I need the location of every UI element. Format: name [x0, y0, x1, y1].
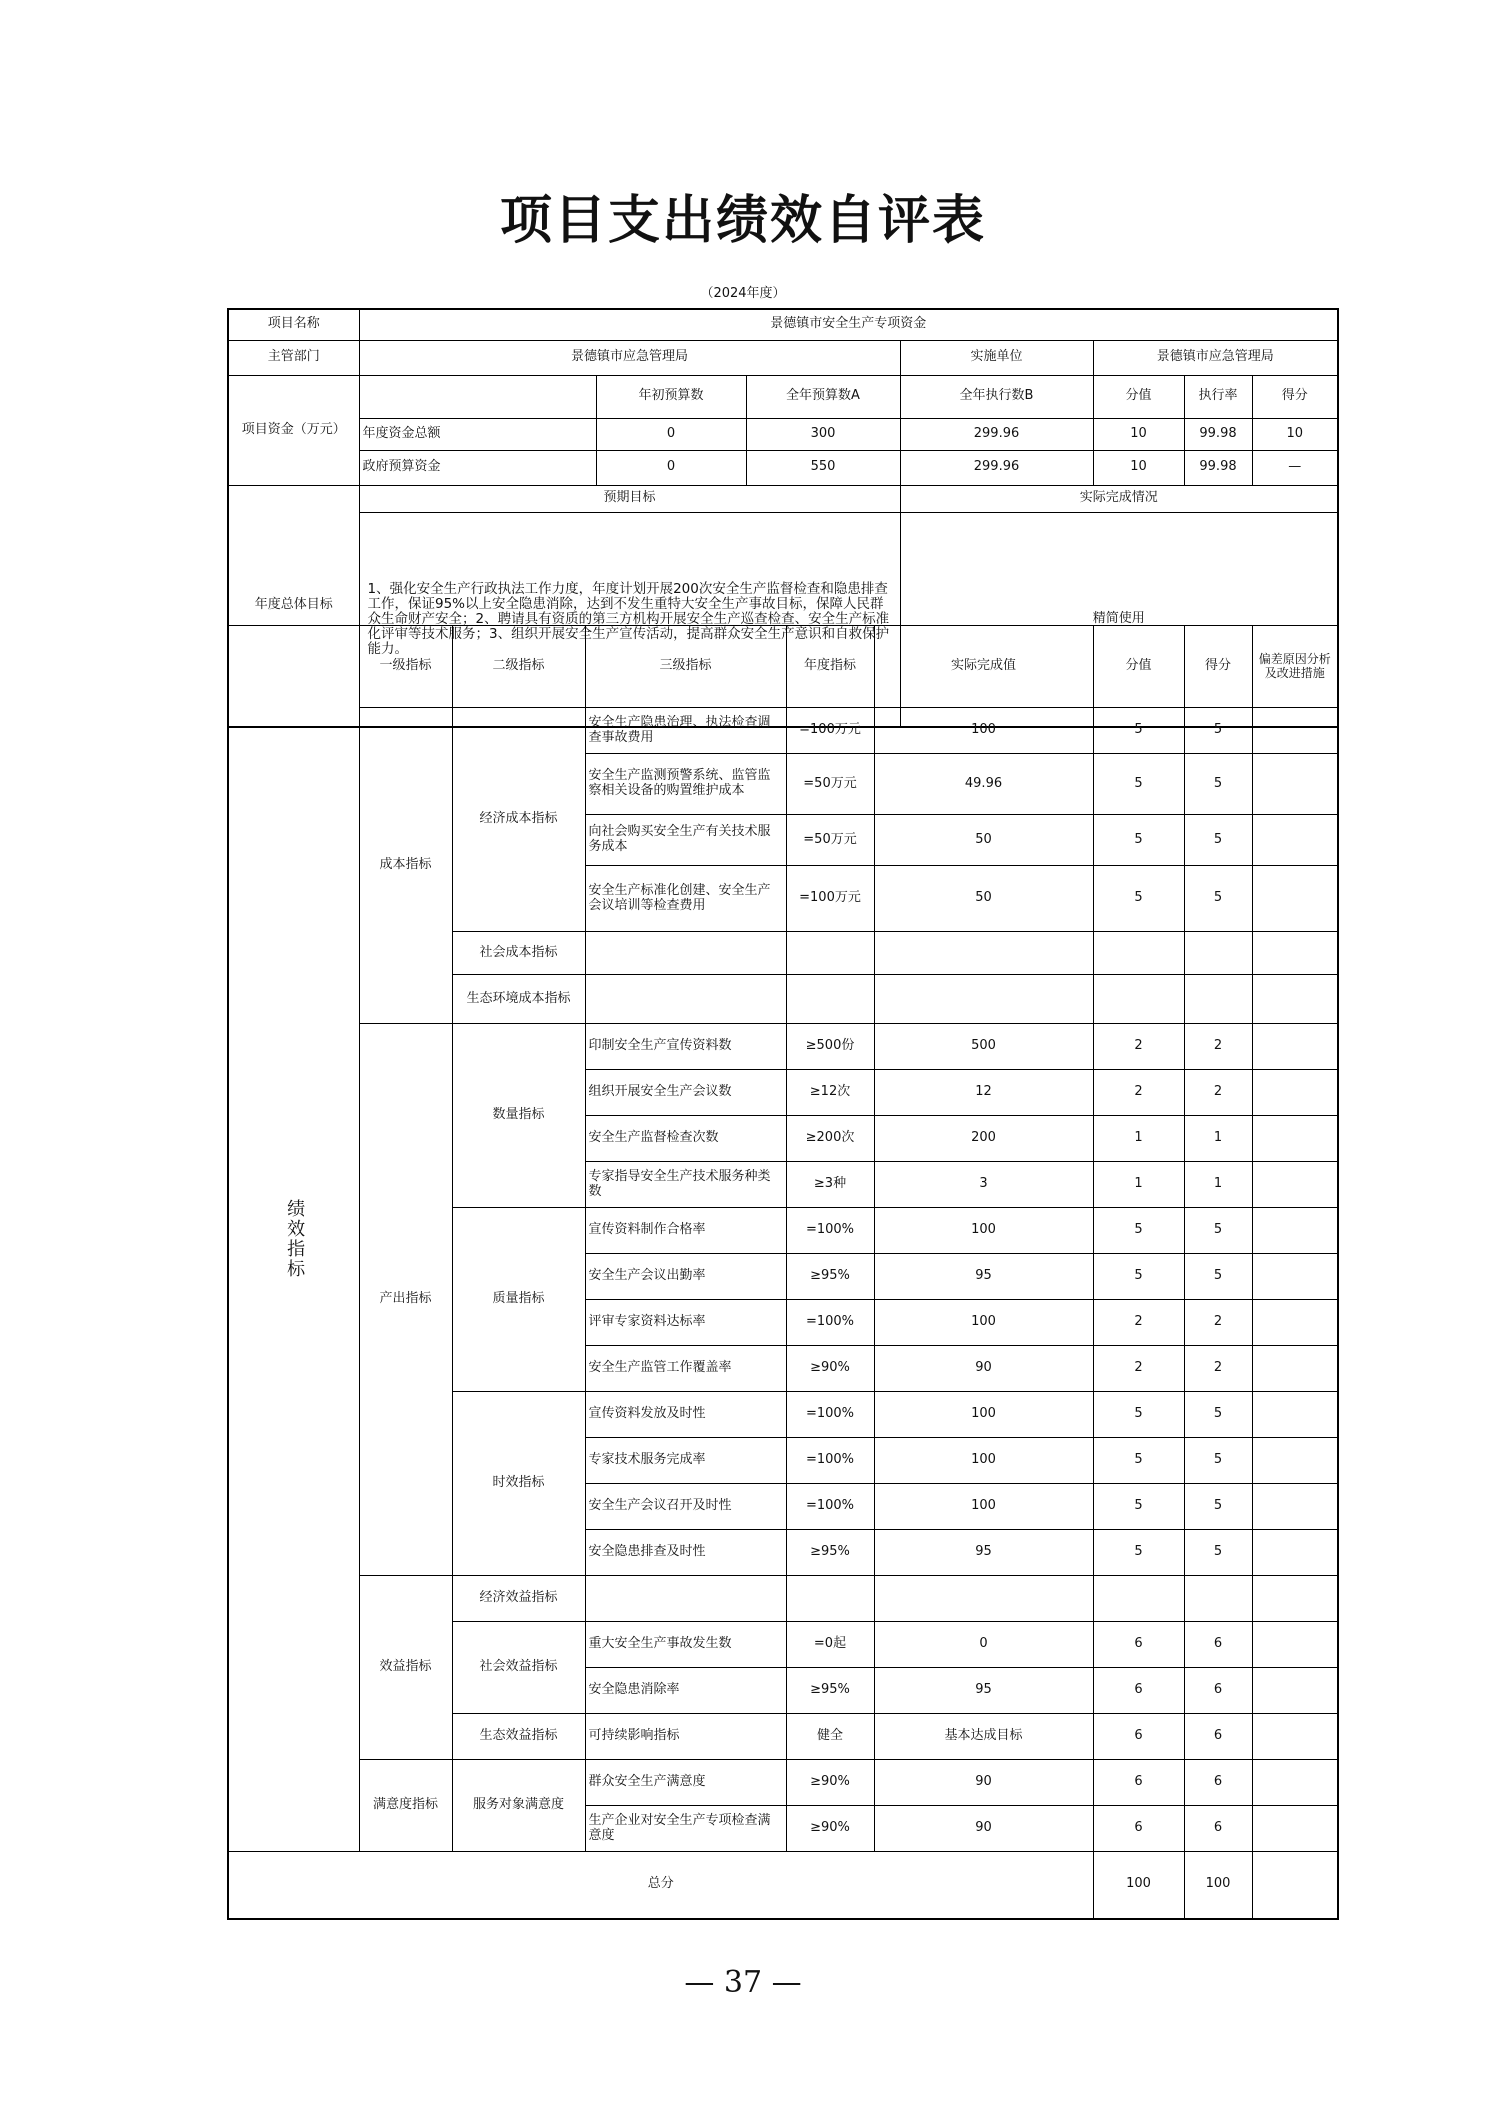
- got-score: 6: [1184, 1760, 1252, 1806]
- deviation-note: [1252, 932, 1338, 975]
- score-value: 2: [1093, 1300, 1184, 1346]
- funds-row-name: 年度资金总额: [359, 418, 596, 450]
- indicators-label: 绩效指标: [284, 1198, 306, 1279]
- indicator-header: 一级指标: [359, 626, 452, 708]
- deviation-note: [1252, 1346, 1338, 1392]
- got-score: 5: [1184, 1392, 1252, 1438]
- level3-indicator: 安全生产会议召开及时性: [585, 1484, 786, 1530]
- level2-indicator: 经济成本指标: [452, 708, 585, 932]
- actual-value: [874, 975, 1093, 1024]
- deviation-note: [1252, 1438, 1338, 1484]
- annual-target: =100%: [786, 1392, 874, 1438]
- dept-value: 景德镇市应急管理局: [359, 340, 900, 375]
- actual-value: 3: [874, 1162, 1093, 1208]
- score-value: 1: [1093, 1162, 1184, 1208]
- indicator-header: 三级指标: [585, 626, 786, 708]
- level3-indicator: 宣传资料制作合格率: [585, 1208, 786, 1254]
- indicator-header: 二级指标: [452, 626, 585, 708]
- got-score: 1: [1184, 1162, 1252, 1208]
- got-score: 5: [1184, 754, 1252, 815]
- got-score: 2: [1184, 1024, 1252, 1070]
- score-value: 5: [1093, 708, 1184, 754]
- level2-indicator: 经济效益指标: [452, 1576, 585, 1622]
- got-score: 1: [1184, 1116, 1252, 1162]
- annual-target: ≥12次: [786, 1070, 874, 1116]
- got-score: 5: [1184, 1484, 1252, 1530]
- deviation-note: [1252, 1576, 1338, 1622]
- got-score: 5: [1184, 1208, 1252, 1254]
- score-value: 2: [1093, 1024, 1184, 1070]
- score-value: 5: [1093, 1484, 1184, 1530]
- actual-completion-header: 实际完成情况: [900, 485, 1338, 512]
- deviation-note: [1252, 1070, 1338, 1116]
- indicator-header: 实际完成值: [874, 626, 1093, 708]
- deviation-note: [1252, 1622, 1338, 1668]
- impl-label: 实施单位: [900, 340, 1093, 375]
- annual-target: =100%: [786, 1484, 874, 1530]
- actual-value: 100: [874, 1438, 1093, 1484]
- got-score: 5: [1184, 1530, 1252, 1576]
- total-score: 100: [1093, 1852, 1184, 1919]
- deviation-note: [1252, 1254, 1338, 1300]
- got-score: 5: [1184, 866, 1252, 932]
- level3-indicator: 生产企业对安全生产专项检查满意度: [585, 1806, 786, 1852]
- actual-value: 0: [874, 1622, 1093, 1668]
- level3-indicator: 评审专家资料达标率: [585, 1300, 786, 1346]
- annual-target: 健全: [786, 1714, 874, 1760]
- funds-initial: 0: [596, 418, 746, 450]
- funds-header: 分值: [1093, 375, 1184, 418]
- funds-got: 10: [1252, 418, 1338, 450]
- score-value: 6: [1093, 1714, 1184, 1760]
- year-subtitle: （2024年度）: [700, 286, 786, 301]
- level2-indicator: 生态环境成本指标: [452, 975, 585, 1024]
- score-value: 5: [1093, 1208, 1184, 1254]
- got-score: 2: [1184, 1300, 1252, 1346]
- level3-indicator: 安全生产标准化创建、安全生产会议培训等检查费用: [585, 866, 786, 932]
- deviation-note: [1252, 866, 1338, 932]
- got-score: [1184, 975, 1252, 1024]
- level2-indicator: 时效指标: [452, 1392, 585, 1576]
- level3-indicator: 安全生产隐患治理、执法检查调查事故费用: [585, 708, 786, 754]
- performance-indicators-table: [227, 625, 1339, 1920]
- annual-target: =0起: [786, 1622, 874, 1668]
- level3-indicator: 安全生产会议出勤率: [585, 1254, 786, 1300]
- actual-value: 95: [874, 1530, 1093, 1576]
- score-value: [1093, 1576, 1184, 1622]
- level3-indicator: 专家指导安全生产技术服务种类数: [585, 1162, 786, 1208]
- score-value: [1093, 932, 1184, 975]
- actual-value: 90: [874, 1346, 1093, 1392]
- actual-value: 100: [874, 1392, 1093, 1438]
- actual-value: 49.96: [874, 754, 1093, 815]
- score-value: 2: [1093, 1346, 1184, 1392]
- level1-indicator: 成本指标: [359, 708, 452, 1024]
- annual-target: ≥90%: [786, 1806, 874, 1852]
- actual-value: 100: [874, 708, 1093, 754]
- actual-value: 50: [874, 866, 1093, 932]
- score-value: 5: [1093, 1438, 1184, 1484]
- got-score: 2: [1184, 1070, 1252, 1116]
- got-score: 5: [1184, 708, 1252, 754]
- indicator-row: [228, 708, 1338, 754]
- funds-header: 得分: [1252, 375, 1338, 418]
- actual-completion-text: 精简使用: [900, 512, 1338, 727]
- funds-header: 全年执行数B: [900, 375, 1093, 418]
- level3-indicator: 可持续影响指标: [585, 1714, 786, 1760]
- level1-indicator: 满意度指标: [359, 1760, 452, 1852]
- annual-target: ≥95%: [786, 1668, 874, 1714]
- deviation-note: [1252, 1760, 1338, 1806]
- deviation-note: [1252, 1208, 1338, 1254]
- level3-indicator: 安全生产监测预警系统、监管监察相关设备的购置维护成本: [585, 754, 786, 815]
- actual-value: 50: [874, 815, 1093, 866]
- indicator-header: 分值: [1093, 626, 1184, 708]
- funds-row-name: 政府预算资金: [359, 450, 596, 485]
- funds-header-blank: [359, 375, 596, 418]
- level2-indicator: 社会成本指标: [452, 932, 585, 975]
- actual-value: 95: [874, 1668, 1093, 1714]
- project-name-label: 项目名称: [228, 309, 359, 340]
- actual-value: 200: [874, 1116, 1093, 1162]
- level3-indicator: 宣传资料发放及时性: [585, 1392, 786, 1438]
- deviation-note: [1252, 1116, 1338, 1162]
- actual-value: [874, 1576, 1093, 1622]
- funds-score: 10: [1093, 450, 1184, 485]
- score-value: 6: [1093, 1806, 1184, 1852]
- got-score: 6: [1184, 1668, 1252, 1714]
- level3-indicator: 群众安全生产满意度: [585, 1760, 786, 1806]
- annual-target: =100%: [786, 1438, 874, 1484]
- level3-indicator: 安全隐患消除率: [585, 1668, 786, 1714]
- deviation-note: [1252, 975, 1338, 1024]
- level3-indicator: 印制安全生产宣传资料数: [585, 1024, 786, 1070]
- score-value: 6: [1093, 1622, 1184, 1668]
- annual-target: =100%: [786, 1300, 874, 1346]
- funds-annual: 300: [746, 418, 900, 450]
- got-score: 5: [1184, 1254, 1252, 1300]
- annual-target: =100万元: [786, 708, 874, 754]
- funds-row: [228, 418, 1338, 450]
- actual-value: 12: [874, 1070, 1093, 1116]
- funds-got: —: [1252, 450, 1338, 485]
- annual-target: [786, 975, 874, 1024]
- annual-target: =50万元: [786, 754, 874, 815]
- score-value: 5: [1093, 1392, 1184, 1438]
- page-title: 项目支出绩效自评表: [499, 191, 986, 251]
- got-score: 5: [1184, 815, 1252, 866]
- score-value: 5: [1093, 754, 1184, 815]
- annual-target: ≥3种: [786, 1162, 874, 1208]
- level3-indicator: 重大安全生产事故发生数: [585, 1622, 786, 1668]
- actual-value: 基本达成目标: [874, 1714, 1093, 1760]
- deviation-note: [1252, 708, 1338, 754]
- got-score: [1184, 1576, 1252, 1622]
- funds-rate: 99.98: [1184, 418, 1252, 450]
- deviation-note: [1252, 1300, 1338, 1346]
- score-value: 5: [1093, 866, 1184, 932]
- impl-value: 景德镇市应急管理局: [1093, 340, 1338, 375]
- deviation-note: [1252, 1024, 1338, 1070]
- actual-value: 90: [874, 1760, 1093, 1806]
- level3-indicator: 组织开展安全生产会议数: [585, 1070, 786, 1116]
- score-value: 6: [1093, 1760, 1184, 1806]
- level2-indicator: 质量指标: [452, 1208, 585, 1392]
- deviation-note: [1252, 1530, 1338, 1576]
- annual-target: =50万元: [786, 815, 874, 866]
- level3-indicator: 向社会购买安全生产有关技术服务成本: [585, 815, 786, 866]
- score-value: 6: [1093, 1668, 1184, 1714]
- score-value: 5: [1093, 1254, 1184, 1300]
- level3-indicator: 专家技术服务完成率: [585, 1438, 786, 1484]
- got-score: 6: [1184, 1714, 1252, 1760]
- got-score: 2: [1184, 1346, 1252, 1392]
- indicator-header: 年度指标: [786, 626, 874, 708]
- score-value: 5: [1093, 1530, 1184, 1576]
- funds-header: 年初预算数: [596, 375, 746, 418]
- annual-target: [786, 1576, 874, 1622]
- got-score: 5: [1184, 1438, 1252, 1484]
- indicators-label-cell: [228, 626, 359, 1852]
- funds-rate: 99.98: [1184, 450, 1252, 485]
- annual-target: ≥90%: [786, 1346, 874, 1392]
- level2-indicator: 数量指标: [452, 1024, 585, 1208]
- deviation-note: [1252, 1484, 1338, 1530]
- deviation-note: [1252, 1714, 1338, 1760]
- annual-target: ≥500份: [786, 1024, 874, 1070]
- indicator-header: 偏差原因分析及改进措施: [1252, 626, 1338, 708]
- expected-goals-header: 预期目标: [359, 485, 900, 512]
- annual-target: ≥95%: [786, 1530, 874, 1576]
- got-score: 6: [1184, 1622, 1252, 1668]
- deviation-note: [1252, 754, 1338, 815]
- dept-label: 主管部门: [228, 340, 359, 375]
- level3-indicator: [585, 975, 786, 1024]
- deviation-note: [1252, 1392, 1338, 1438]
- funds-header: 执行率: [1184, 375, 1252, 418]
- score-value: [1093, 975, 1184, 1024]
- funds-executed: 299.96: [900, 418, 1093, 450]
- expected-goals-text: 1、强化安全生产行政执法工作力度，年度计划开展200次安全生产监督检查和隐患排查工作，保证95%以上安全隐患消除，达到不发生重特大安全生产事故目标，保障人民群众生命财产安全；2、聘请具有资质的第三方机构开展安全生产巡查检查、安全生产标准化评审等技术服务；3、组织开展安全生产宣传活动，提高群众安全生产意识和自救保护能力。: [359, 512, 900, 727]
- actual-value: 100: [874, 1300, 1093, 1346]
- funds-label: 项目资金（万元）: [228, 375, 359, 485]
- got-score: [1184, 932, 1252, 975]
- funds-row: [228, 450, 1338, 485]
- level3-indicator: [585, 932, 786, 975]
- level2-indicator: 生态效益指标: [452, 1714, 585, 1760]
- deviation-note: [1252, 1668, 1338, 1714]
- annual-target: ≥200次: [786, 1116, 874, 1162]
- indicator-row: [228, 1024, 1338, 1070]
- level3-indicator: 安全生产监管工作覆盖率: [585, 1346, 786, 1392]
- score-value: 1: [1093, 1116, 1184, 1162]
- level3-indicator: [585, 1576, 786, 1622]
- got-score: 6: [1184, 1806, 1252, 1852]
- actual-value: 95: [874, 1254, 1093, 1300]
- annual-target: =100%: [786, 1208, 874, 1254]
- funds-header: 全年预算数A: [746, 375, 900, 418]
- funds-score: 10: [1093, 418, 1184, 450]
- indicator-row: [228, 1576, 1338, 1622]
- actual-value: [874, 932, 1093, 975]
- score-value: 5: [1093, 815, 1184, 866]
- actual-value: 500: [874, 1024, 1093, 1070]
- level3-indicator: 安全隐患排查及时性: [585, 1530, 786, 1576]
- level1-indicator: 效益指标: [359, 1576, 452, 1760]
- indicator-header: 得分: [1184, 626, 1252, 708]
- annual-target: [786, 932, 874, 975]
- indicator-row: [228, 1760, 1338, 1806]
- level2-indicator: 服务对象满意度: [452, 1760, 585, 1852]
- total-got: 100: [1184, 1852, 1252, 1919]
- funds-executed: 299.96: [900, 450, 1093, 485]
- actual-value: 100: [874, 1208, 1093, 1254]
- annual-target: ≥90%: [786, 1760, 874, 1806]
- deviation-note: [1252, 1806, 1338, 1852]
- project-name-value: 景德镇市安全生产专项资金: [359, 309, 1338, 340]
- page-number: — 37 —: [684, 1965, 802, 2000]
- level2-indicator: 社会效益指标: [452, 1622, 585, 1714]
- deviation-note: [1252, 1162, 1338, 1208]
- total-label: 总分: [228, 1852, 1093, 1919]
- deviation-note: [1252, 815, 1338, 866]
- funds-initial: 0: [596, 450, 746, 485]
- annual-target: =100万元: [786, 866, 874, 932]
- total-note: [1252, 1852, 1338, 1919]
- level1-indicator: 产出指标: [359, 1024, 452, 1576]
- score-value: 2: [1093, 1070, 1184, 1116]
- level3-indicator: 安全生产监督检查次数: [585, 1116, 786, 1162]
- actual-value: 90: [874, 1806, 1093, 1852]
- actual-value: 100: [874, 1484, 1093, 1530]
- funds-annual: 550: [746, 450, 900, 485]
- goals-label: 年度总体目标: [228, 485, 359, 727]
- annual-target: ≥95%: [786, 1254, 874, 1300]
